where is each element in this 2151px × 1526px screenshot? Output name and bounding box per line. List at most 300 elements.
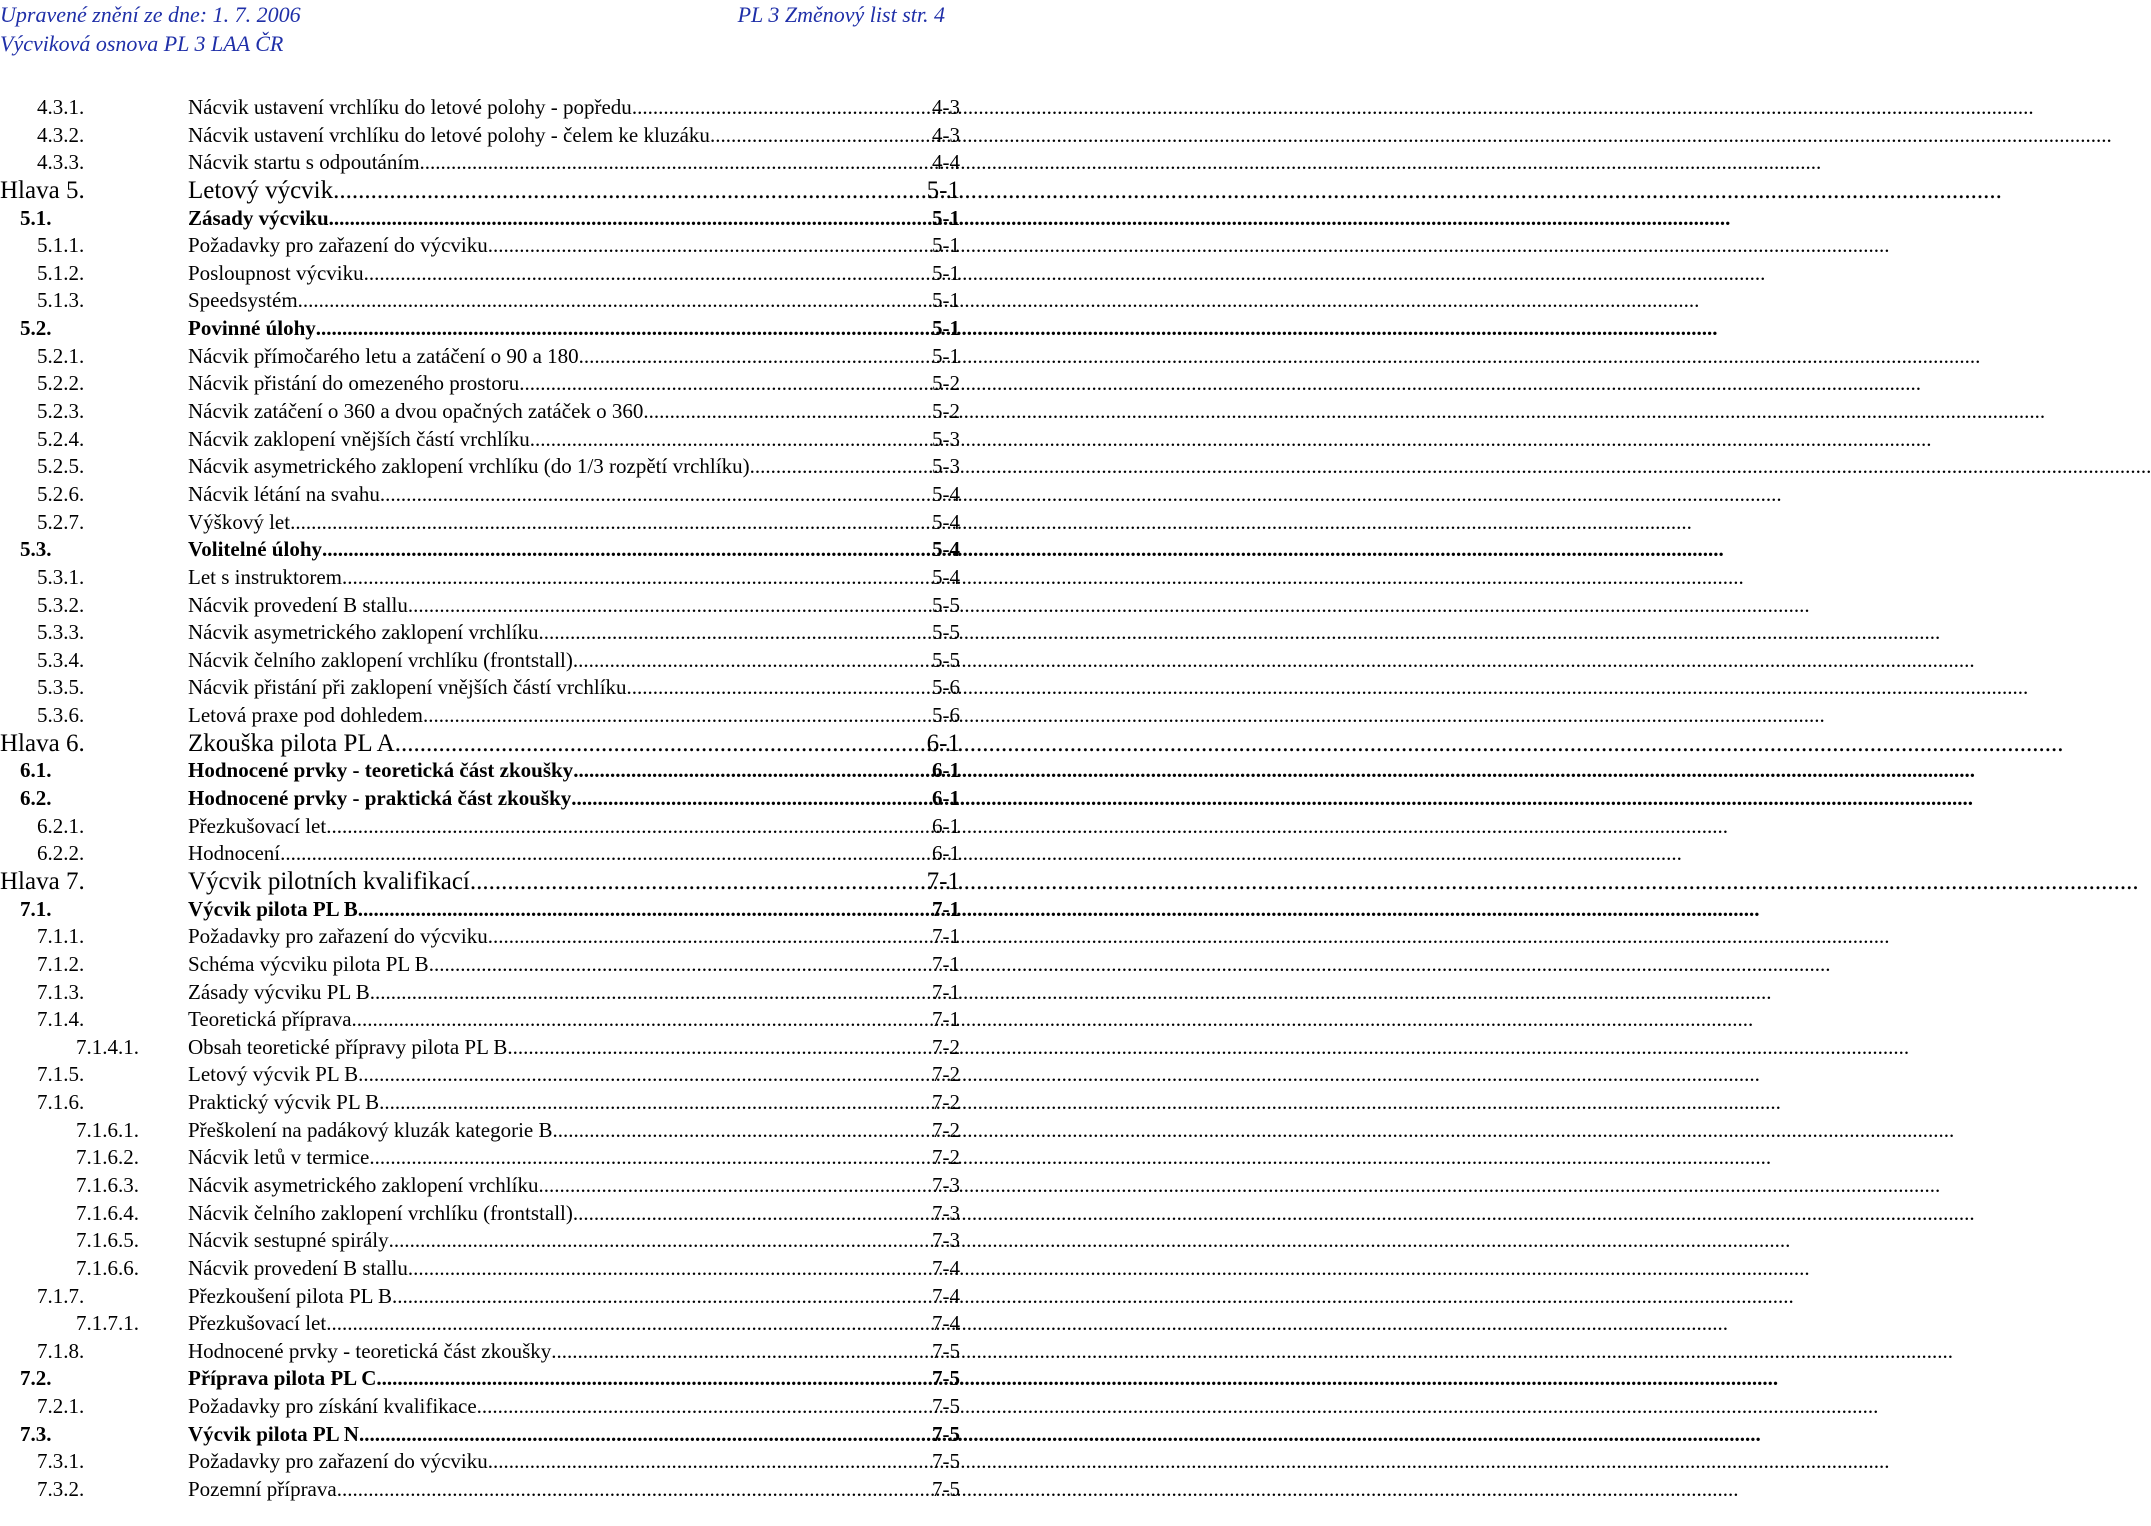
toc-entry[interactable]	[0, 122, 960, 150]
toc-entry-page: 5-3	[932, 454, 960, 479]
toc-entry[interactable]	[0, 785, 960, 813]
toc-entry-line	[188, 730, 960, 758]
dot-leader	[369, 1144, 932, 1172]
toc-entry-line	[188, 315, 960, 343]
toc-entry-number: 5.3.1.	[37, 564, 85, 589]
toc-entry-line	[188, 536, 960, 564]
dot-leader	[379, 1089, 932, 1117]
toc-entry-title: Schéma výcviku pilota PL B	[188, 951, 429, 976]
toc-entry-title: Letový výcvik PL B	[188, 1062, 359, 1087]
toc-entry-page: 7-1	[932, 1007, 960, 1032]
toc-entry-title: Výcvik pilota PL B	[188, 896, 358, 921]
toc-entry-number: 7.3.2.	[37, 1477, 85, 1502]
toc-entry-page: 7-2	[932, 1062, 960, 1087]
table-of-contents	[0, 94, 960, 1504]
dot-leader	[290, 509, 932, 537]
toc-entry-title: Příprava pilota PL C	[188, 1366, 377, 1391]
toc-entry-title: Požadavky pro zařazení do výcviku	[188, 1449, 488, 1474]
toc-entry-number: 5.1.2.	[37, 260, 85, 285]
toc-entry-title: Nácvik létání na svahu	[188, 481, 380, 506]
toc-entry-page: 5-1	[932, 343, 960, 368]
header-document-title: Výcviková osnova PL 3 LAA ČR	[0, 31, 284, 56]
toc-entry-title: Nácvik zaklopení vnějších částí vrchlíku	[188, 426, 530, 451]
toc-entry[interactable]	[0, 1365, 960, 1393]
toc-entry-title: Požadavky pro zařazení do výcviku	[188, 924, 488, 949]
toc-entry-page: 5-6	[932, 703, 960, 728]
toc-entry-line	[188, 1448, 960, 1476]
toc-entry[interactable]	[0, 1338, 960, 1366]
toc-entry-page: 6-1	[926, 729, 960, 757]
toc-entry-line	[188, 370, 960, 398]
toc-entry-title: Pozemní příprava	[188, 1477, 337, 1502]
toc-entry-number: 5.2.4.	[37, 426, 85, 451]
dot-leader	[322, 536, 932, 564]
toc-entry-number: Hlava 7.	[0, 867, 85, 895]
toc-entry-number: Hlava 6.	[0, 729, 85, 757]
toc-entry-number: 7.1.	[20, 896, 52, 921]
toc-entry-number: 7.1.4.	[37, 1007, 85, 1032]
dot-leader	[298, 287, 932, 315]
toc-entry-line	[188, 979, 960, 1007]
toc-entry[interactable]	[0, 1255, 960, 1283]
toc-entry-title: Nácvik čelního zaklopení vrchlíku (frontstall)	[188, 647, 573, 672]
toc-entry-title: Zásady výcviku PL B	[188, 979, 370, 1004]
toc-entry-line	[188, 1089, 960, 1117]
dot-leader	[530, 426, 932, 454]
toc-entry-page: 5-4	[932, 537, 960, 562]
toc-entry-page: 6-1	[932, 786, 960, 811]
dot-leader	[573, 757, 932, 785]
toc-entry-page: 5-4	[932, 509, 960, 534]
toc-entry-title: Nácvik asymetrického zaklopení vrchlíku	[188, 1172, 539, 1197]
toc-entry-line	[188, 205, 960, 233]
toc-entry-number: 7.1.3.	[37, 979, 85, 1004]
toc-entry-line	[188, 149, 960, 177]
toc-entry[interactable]	[0, 1227, 960, 1255]
dot-leader	[710, 122, 932, 150]
toc-entry[interactable]	[0, 702, 960, 730]
toc-entry[interactable]	[0, 1117, 960, 1145]
toc-entry-page: 7-2	[932, 1145, 960, 1170]
dot-leader	[643, 398, 932, 426]
toc-entry-page: 7-4	[932, 1255, 960, 1280]
toc-entry-number: 6.2.1.	[37, 813, 85, 838]
toc-entry[interactable]	[0, 1144, 960, 1172]
toc-entry-line	[188, 1393, 960, 1421]
dot-leader	[326, 813, 932, 841]
toc-entry-page: 5-4	[932, 481, 960, 506]
toc-entry-number: 5.3.3.	[37, 620, 85, 645]
toc-entry-line	[188, 785, 960, 813]
toc-entry[interactable]	[0, 315, 960, 343]
toc-entry-page: 5-1	[932, 260, 960, 285]
toc-entry[interactable]	[0, 647, 960, 675]
toc-entry-line	[188, 1061, 960, 1089]
toc-entry-title: Nácvik přímočarého letu a zatáčení o 90 a 180	[188, 343, 579, 368]
toc-entry-title: Nácvik provedení B stallu	[188, 592, 408, 617]
toc-entry-title: Nácvik sestupné spirály	[188, 1228, 389, 1253]
toc-entry-line	[188, 840, 960, 868]
toc-entry-line	[188, 923, 960, 951]
toc-entry-number: 7.1.5.	[37, 1062, 85, 1087]
toc-entry-number: 7.1.6.	[37, 1090, 85, 1115]
toc-entry-page: 7-5	[932, 1394, 960, 1419]
dot-leader	[579, 343, 932, 371]
toc-entry-line	[188, 702, 960, 730]
toc-entry-title: Výškový let	[188, 509, 291, 534]
dot-leader	[364, 260, 932, 288]
dot-leader	[423, 702, 932, 730]
toc-entry-page: 5-4	[932, 564, 960, 589]
toc-entry-title: Nácvik ustavení vrchlíku do letové polohy - čelem ke kluzáku	[188, 122, 710, 147]
toc-entry-title: Nácvik provedení B stallu	[188, 1255, 408, 1280]
toc-entry-title: Nácvik zatáčení o 360 a dvou opačných zatáček o 360	[188, 399, 644, 424]
toc-entry-page: 7-1	[932, 896, 960, 921]
toc-entry-page: 6-1	[932, 758, 960, 783]
toc-entry[interactable]	[0, 426, 960, 454]
toc-entry[interactable]	[0, 979, 960, 1007]
toc-entry-page: 5-3	[932, 426, 960, 451]
toc-entry-page: 4-3	[932, 95, 960, 119]
toc-entry-title: Nácvik asymetrického zaklopení vrchlíku (do 1/3 rozpětí vrchlíku)	[188, 454, 750, 479]
toc-entry-number: 7.1.1.	[37, 924, 85, 949]
dot-leader	[392, 1283, 932, 1311]
toc-entry-title: Zásady výcviku	[188, 205, 329, 230]
toc-entry-title: Povinné úlohy	[188, 316, 316, 341]
toc-entry-title: Posloupnost výcviku	[188, 260, 364, 285]
toc-entry-page: 7-1	[932, 924, 960, 949]
toc-entry-page: 7-2	[932, 1034, 960, 1059]
toc-entry-line	[188, 868, 960, 896]
dot-leader	[380, 481, 932, 509]
toc-entry[interactable]	[0, 1448, 960, 1476]
toc-entry-line	[188, 122, 960, 150]
toc-entry[interactable]	[0, 1172, 960, 1200]
toc-entry-number: 7.2.1.	[37, 1394, 85, 1419]
toc-entry-page: 5-1	[932, 316, 960, 341]
page-header	[0, 0, 945, 60]
toc-entry-title: Požadavky pro zařazení do výcviku	[188, 233, 488, 258]
toc-entry-page: 7-1	[932, 979, 960, 1004]
toc-entry-number: 5.3.6.	[37, 703, 85, 728]
toc-entry-number: 4.3.3.	[37, 150, 85, 175]
toc-entry-number: 7.1.7.1.	[76, 1311, 139, 1336]
toc-entry[interactable]	[0, 1421, 960, 1449]
toc-entry[interactable]	[0, 840, 960, 868]
header-revision-date: Upravené znění ze dne: 1. 7. 2006	[0, 2, 301, 27]
toc-entry[interactable]	[0, 730, 960, 758]
toc-entry-page: 7-5	[932, 1449, 960, 1474]
toc-entry-line	[188, 426, 960, 454]
toc-entry-page: 7-4	[932, 1283, 960, 1308]
toc-entry-page: 7-1	[926, 867, 960, 895]
toc-entry-line	[188, 1310, 960, 1338]
toc-entry[interactable]	[0, 813, 960, 841]
dot-leader	[488, 232, 932, 260]
toc-entry[interactable]	[0, 536, 960, 564]
toc-entry-number: 5.3.4.	[37, 647, 85, 672]
toc-entry-number: 5.3.5.	[37, 675, 85, 700]
toc-entry-title: Požadavky pro získání kvalifikace	[188, 1394, 477, 1419]
toc-entry-title: Obsah teoretické přípravy pilota PL B	[188, 1034, 508, 1059]
toc-entry-title: Výcvik pilota PL N	[188, 1421, 359, 1446]
dot-leader	[342, 564, 932, 592]
toc-entry[interactable]	[0, 868, 960, 896]
toc-entry[interactable]	[0, 1006, 960, 1034]
toc-entry-page: 5-5	[932, 592, 960, 617]
toc-entry[interactable]	[0, 1393, 960, 1421]
toc-entry-number: 5.2.2.	[37, 371, 85, 396]
toc-entry[interactable]	[0, 1200, 960, 1228]
toc-entry[interactable]	[0, 951, 960, 979]
toc-entry-line	[188, 813, 960, 841]
toc-entry-title: Letový výcvik	[188, 176, 334, 204]
toc-entry[interactable]	[0, 509, 960, 537]
toc-entry-number: 6.2.2.	[37, 841, 85, 866]
toc-entry-page: 5-1	[932, 288, 960, 313]
toc-entry-page: 5-2	[932, 399, 960, 424]
toc-entry[interactable]	[0, 343, 960, 371]
toc-entry-line	[188, 1421, 960, 1449]
toc-entry-title: Nácvik ustavení vrchlíku do letové polohy - popředu	[188, 95, 632, 119]
dot-leader	[329, 205, 932, 233]
toc-entry-title: Nácvik čelního zaklopení vrchlíku (frontstall)	[188, 1200, 573, 1225]
dot-leader	[507, 1034, 932, 1062]
toc-entry-title: Přezkušovací let	[188, 813, 327, 838]
toc-entry-number: 6.1.	[20, 758, 52, 783]
toc-entry-line	[188, 287, 960, 315]
toc-entry-number: 5.1.3.	[37, 288, 85, 313]
dot-leader	[326, 1310, 932, 1338]
toc-entry-line	[188, 951, 960, 979]
toc-entry-number: 5.2.5.	[37, 454, 85, 479]
toc-entry-page: 5-1	[932, 205, 960, 230]
toc-entry-title: Nácvik přistání při zaklopení vnějších částí vrchlíku	[188, 675, 627, 700]
toc-entry-line	[188, 94, 960, 122]
toc-entry[interactable]	[0, 287, 960, 315]
dot-leader	[370, 979, 932, 1007]
toc-entry-number: 7.1.4.1.	[76, 1034, 139, 1059]
toc-entry-line	[188, 1144, 960, 1172]
toc-entry[interactable]	[0, 149, 960, 177]
toc-entry-page: 7-5	[932, 1421, 960, 1446]
toc-entry-number: 5.1.	[20, 205, 52, 230]
toc-entry-number: 7.1.6.1.	[76, 1117, 139, 1142]
dot-leader	[573, 1200, 932, 1228]
dot-leader	[632, 94, 932, 122]
toc-entry-title: Nácvik startu s odpoutáním	[188, 150, 420, 175]
toc-entry-page: 5-5	[932, 620, 960, 645]
dot-leader	[538, 619, 932, 647]
dot-leader	[389, 1227, 932, 1255]
toc-entry-title: Praktický výcvik PL B	[188, 1090, 380, 1115]
toc-entry-title: Přezkoušení pilota PL B	[188, 1283, 392, 1308]
toc-entry-page: 7-4	[932, 1311, 960, 1336]
toc-entry[interactable]	[0, 177, 960, 205]
toc-entry-title: Hodnocené prvky - praktická část zkoušky	[188, 786, 572, 811]
toc-entry-title: Teoretická příprava	[188, 1007, 352, 1032]
toc-entry-line	[188, 453, 960, 481]
toc-entry-page: 7-2	[932, 1117, 960, 1142]
dot-leader	[551, 1338, 932, 1366]
toc-entry[interactable]	[0, 1310, 960, 1338]
toc-entry-number: Hlava 5.	[0, 176, 85, 204]
toc-entry-page: 5-1	[926, 176, 960, 204]
dot-leader	[395, 730, 927, 758]
toc-entry[interactable]	[0, 896, 960, 924]
toc-entry[interactable]	[0, 370, 960, 398]
header-line-2	[0, 29, 945, 58]
toc-entry-number: 4.3.2.	[37, 122, 85, 147]
toc-entry-number: 7.1.6.5.	[76, 1228, 139, 1253]
toc-entry-line	[188, 674, 960, 702]
toc-entry-number: 5.2.7.	[37, 509, 85, 534]
toc-entry-page: 4-3	[932, 122, 960, 147]
dot-leader	[519, 370, 932, 398]
toc-entry-line	[188, 1200, 960, 1228]
dot-leader	[359, 1421, 932, 1449]
toc-entry-line	[188, 757, 960, 785]
toc-entry-title: Nácvik letů v termice	[188, 1145, 370, 1170]
dot-leader	[488, 1448, 932, 1476]
toc-entry-page: 5-1	[932, 233, 960, 258]
header-line-1	[0, 0, 945, 29]
dot-leader	[358, 896, 932, 924]
dot-leader	[280, 840, 932, 868]
toc-entry-title: Hodnocené prvky - teoretická část zkoušky	[188, 758, 574, 783]
toc-entry-page: 5-5	[932, 647, 960, 672]
toc-entry-title: Speedsystém	[188, 288, 298, 313]
toc-entry-line	[188, 647, 960, 675]
toc-entry-page: 7-1	[932, 951, 960, 976]
dot-leader	[316, 315, 932, 343]
toc-entry-number: 7.1.6.4.	[76, 1200, 139, 1225]
toc-entry-line	[188, 1117, 960, 1145]
toc-entry-page: 5-2	[932, 371, 960, 396]
toc-entry-page: 7-3	[932, 1200, 960, 1225]
toc-entry-number: 5.3.2.	[37, 592, 85, 617]
toc-entry[interactable]	[0, 674, 960, 702]
dot-leader	[408, 1255, 932, 1283]
toc-entry-title: Hodnocení	[188, 841, 281, 866]
toc-entry-line	[188, 1283, 960, 1311]
toc-entry-line	[188, 1034, 960, 1062]
toc-entry-number: 5.1.1.	[37, 233, 85, 258]
toc-entry-page: 7-5	[932, 1366, 960, 1391]
toc-entry-line	[188, 564, 960, 592]
toc-entry-page: 7-3	[932, 1228, 960, 1253]
toc-entry-number: 5.2.1.	[37, 343, 85, 368]
toc-entry-title: Přezkušovací let	[188, 1311, 327, 1336]
toc-entry-number: 7.2.	[20, 1366, 52, 1391]
toc-entry[interactable]	[0, 453, 960, 481]
toc-entry[interactable]	[0, 923, 960, 951]
toc-entry[interactable]	[0, 398, 960, 426]
dot-leader	[750, 453, 932, 481]
toc-entry-number: 5.3.	[20, 537, 52, 562]
toc-entry-number: 7.3.1.	[37, 1449, 85, 1474]
header-change-sheet: PL 3 Změnový list str. 4	[737, 2, 945, 27]
toc-entry[interactable]	[0, 1476, 960, 1504]
dot-leader	[352, 1006, 932, 1034]
toc-entry-title: Letová praxe pod dohledem	[188, 703, 423, 728]
toc-entry-title: Let s instruktorem	[188, 564, 342, 589]
toc-entry-number: 7.1.6.3.	[76, 1172, 139, 1197]
toc-entry-page: 6-1	[932, 813, 960, 838]
toc-entry-number: 6.2.	[20, 786, 52, 811]
toc-entry-page: 7-3	[932, 1172, 960, 1197]
toc-entry-number: 4.3.1.	[37, 95, 85, 119]
toc-entry[interactable]	[0, 232, 960, 260]
toc-entry-number: 7.1.7.	[37, 1283, 85, 1308]
toc-entry[interactable]	[0, 564, 960, 592]
toc-entry[interactable]	[0, 205, 960, 233]
toc-entry[interactable]	[0, 94, 960, 122]
dot-leader	[488, 923, 932, 951]
dot-leader	[538, 1172, 932, 1200]
dot-leader	[627, 674, 932, 702]
toc-entry-page: 6-1	[932, 841, 960, 866]
toc-entry-title: Hodnocené prvky - teoretická část zkoušky	[188, 1338, 552, 1363]
dot-leader	[470, 868, 927, 896]
toc-entry-line	[188, 481, 960, 509]
toc-entry-line	[188, 343, 960, 371]
toc-entry-number: 7.1.6.2.	[76, 1145, 139, 1170]
toc-entry-page: 5-6	[932, 675, 960, 700]
toc-entry-number: 5.2.3.	[37, 399, 85, 424]
toc-entry-number: 7.1.6.6.	[76, 1255, 139, 1280]
dot-leader	[552, 1117, 932, 1145]
toc-entry-number: 7.3.	[20, 1421, 52, 1446]
dot-leader	[337, 1476, 932, 1504]
toc-entry-line	[188, 232, 960, 260]
toc-entry-number: 5.2.	[20, 316, 52, 341]
dot-leader	[477, 1393, 932, 1421]
toc-entry[interactable]	[0, 1061, 960, 1089]
toc-entry-title: Volitelné úlohy	[188, 537, 322, 562]
toc-entry-number: 7.1.2.	[37, 951, 85, 976]
toc-entry-number: 7.1.8.	[37, 1338, 85, 1363]
toc-entry-page: 7-5	[932, 1477, 960, 1502]
toc-entry[interactable]	[0, 260, 960, 288]
toc-entry-line	[188, 619, 960, 647]
dot-leader	[420, 149, 932, 177]
toc-entry-page: 4-4	[932, 150, 960, 175]
toc-entry[interactable]	[0, 1283, 960, 1311]
toc-entry-page: 7-2	[932, 1090, 960, 1115]
toc-entry[interactable]	[0, 592, 960, 620]
toc-entry-line	[188, 177, 960, 205]
toc-entry-line	[188, 1255, 960, 1283]
dot-leader	[429, 951, 932, 979]
toc-entry-line	[188, 592, 960, 620]
toc-entry-line	[188, 1172, 960, 1200]
toc-entry-line	[188, 1227, 960, 1255]
toc-entry-title: Nácvik asymetrického zaklopení vrchlíku	[188, 620, 539, 645]
dot-leader	[571, 785, 932, 813]
toc-entry-line	[188, 896, 960, 924]
toc-entry[interactable]	[0, 619, 960, 647]
toc-entry-line	[188, 1365, 960, 1393]
toc-entry[interactable]	[0, 1034, 960, 1062]
toc-entry-title: Výcvik pilotních kvalifikací	[188, 867, 470, 895]
dot-leader	[376, 1365, 932, 1393]
toc-entry-title: Nácvik přistání do omezeného prostoru	[188, 371, 520, 396]
toc-entry[interactable]	[0, 481, 960, 509]
toc-entry[interactable]	[0, 757, 960, 785]
dot-leader	[573, 647, 932, 675]
toc-entry[interactable]	[0, 1089, 960, 1117]
